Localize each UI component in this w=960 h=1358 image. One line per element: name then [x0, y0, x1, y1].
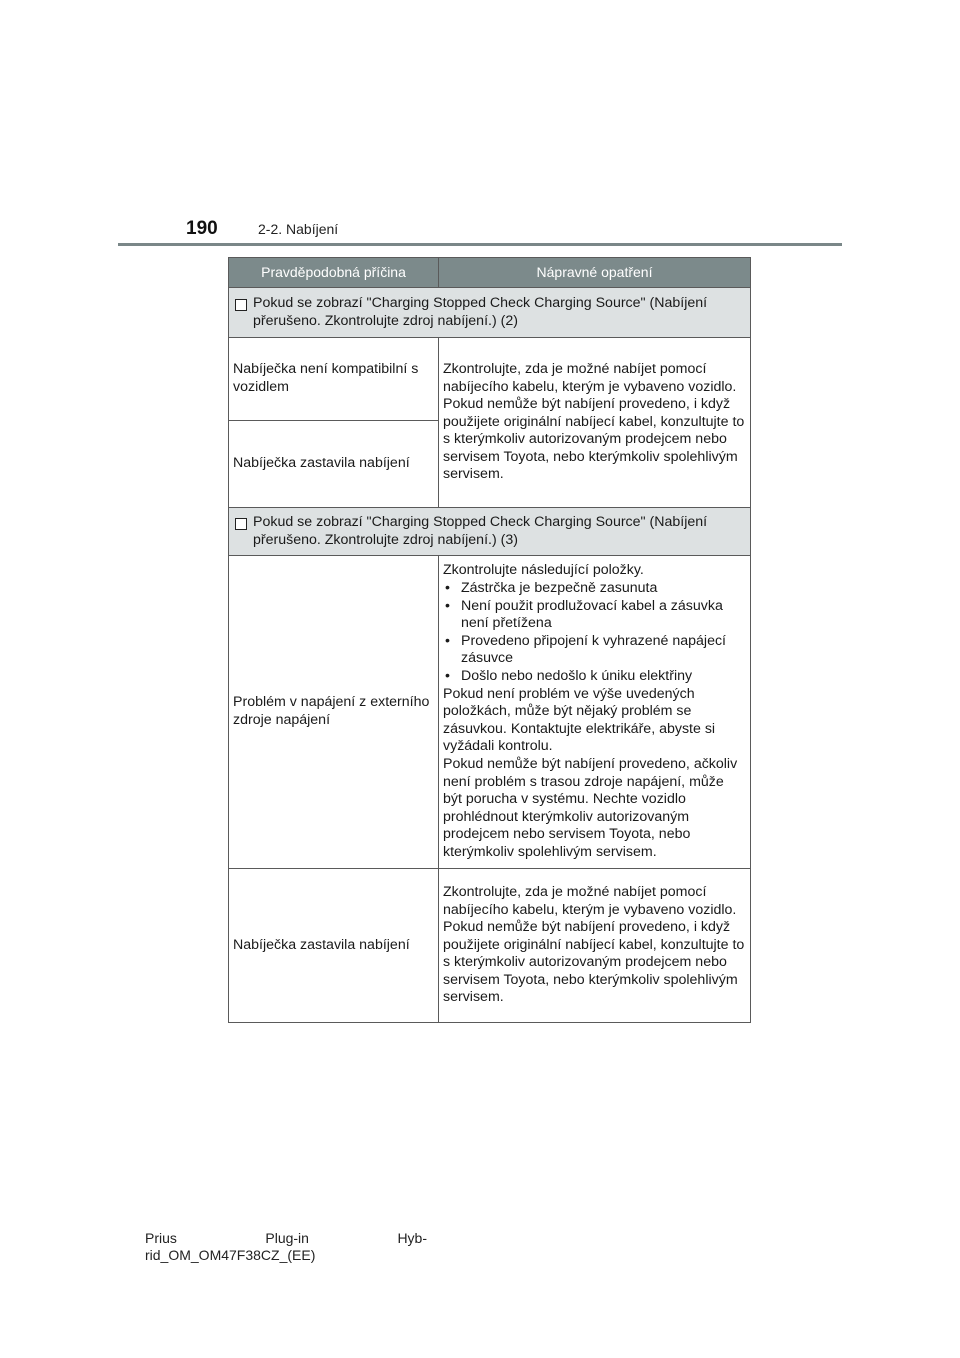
remedy-paragraph: Pokud není problém ve výše uvedených položkách, může být nějaký problém se zásuvkou. Kontaktujte elektrikáře, abyste si vyžádali kontrolu. — [443, 685, 716, 755]
page-number: 190 — [186, 218, 218, 239]
column-header-cause: Pravděpodobná příčina — [229, 258, 439, 288]
footer-word: Prius — [145, 1230, 177, 1246]
cause-cell: Problém v napájení z externího zdroje napájení — [229, 556, 439, 869]
troubleshooting-table — [228, 257, 751, 1023]
footer-word: Plug-in — [265, 1230, 309, 1246]
footer — [145, 1230, 427, 1264]
remedy-paragraph: Pokud nemůže být nabíjení provedeno, ačkoliv není problém s trasou zdroje napájení, může být porucha v systému. Nechte vozidlo prohlédnout kterýmkoliv autorizovaným prodejcem nebo servisem Toyota, nebo kterýmkoliv spolehlivým servisem. — [443, 755, 738, 860]
footer-word: Hyb- — [397, 1230, 427, 1246]
section-heading — [229, 508, 751, 556]
remedy-intro: Zkontrolujte následující položky. — [443, 562, 644, 579]
checkbox-icon — [235, 299, 247, 311]
cause-cell: Nabíječka zastavila nabíjení — [229, 869, 439, 1023]
remedy-cell — [439, 338, 751, 508]
section-heading-text: Pokud se zobrazí "Charging Stopped Check Charging Source" (Nabíjení přerušeno. Zkontrolujte zdroj nabíjení.) (2) — [253, 294, 708, 329]
cause-cell: Nabíječka není kompatibilní s vozidlem — [229, 338, 439, 421]
list-item: • Došlo nebo nedošlo k úniku elektřiny — [445, 668, 693, 685]
list-item: • Provedeno připojení k vyhrazené napájecí zásuvce — [445, 632, 727, 667]
remedy-text: Zkontrolujte, zda je možné nabíjet pomocí nabíjecího kabelu, kterým je vybaveno vozidlo. Pokud nemůže být nabíjení provedeno, i když použijete originální nabíjecí kabel, konzultujte to s kterýmkoliv autorizovaným prodejcem nebo servisem Toyota, nebo kterýmkoliv spolehlivým servisem. — [443, 883, 745, 1006]
list-item: • Zástrčka je bezpečně zasunuta — [445, 580, 658, 597]
column-header-remedy: Nápravné opatření — [439, 258, 751, 288]
section-title: 2-2. Nabíjení — [258, 221, 339, 237]
header-rule — [118, 243, 842, 246]
check-list — [443, 580, 746, 686]
checkbox-icon — [235, 518, 247, 530]
remedy-text: Zkontrolujte, zda je možné nabíjet pomocí nabíjecího kabelu, kterým je vybaveno vozidlo. Pokud nemůže být nabíjení provedeno, i když použijete originální nabíjecí kabel, konzultujte to s kterýmkoliv autorizovaným prodejcem nebo servisem Toyota, nebo kterýmkoliv spolehlivým servisem. — [443, 360, 745, 483]
cause-cell: Nabíječka zastavila nabíjení — [229, 421, 439, 508]
remedy-cell — [439, 869, 751, 1023]
footer-doc-id: rid_OM_OM47F38CZ_(EE) — [145, 1247, 316, 1263]
remedy-cell — [439, 556, 751, 869]
list-item: • Není použit prodlužovací kabel a zásuvka není přetížena — [445, 597, 723, 632]
section-heading-text: Pokud se zobrazí "Charging Stopped Check Charging Source" (Nabíjení přerušeno. Zkontrolujte zdroj nabíjení.) (3) — [253, 513, 708, 548]
section-heading — [229, 288, 751, 338]
